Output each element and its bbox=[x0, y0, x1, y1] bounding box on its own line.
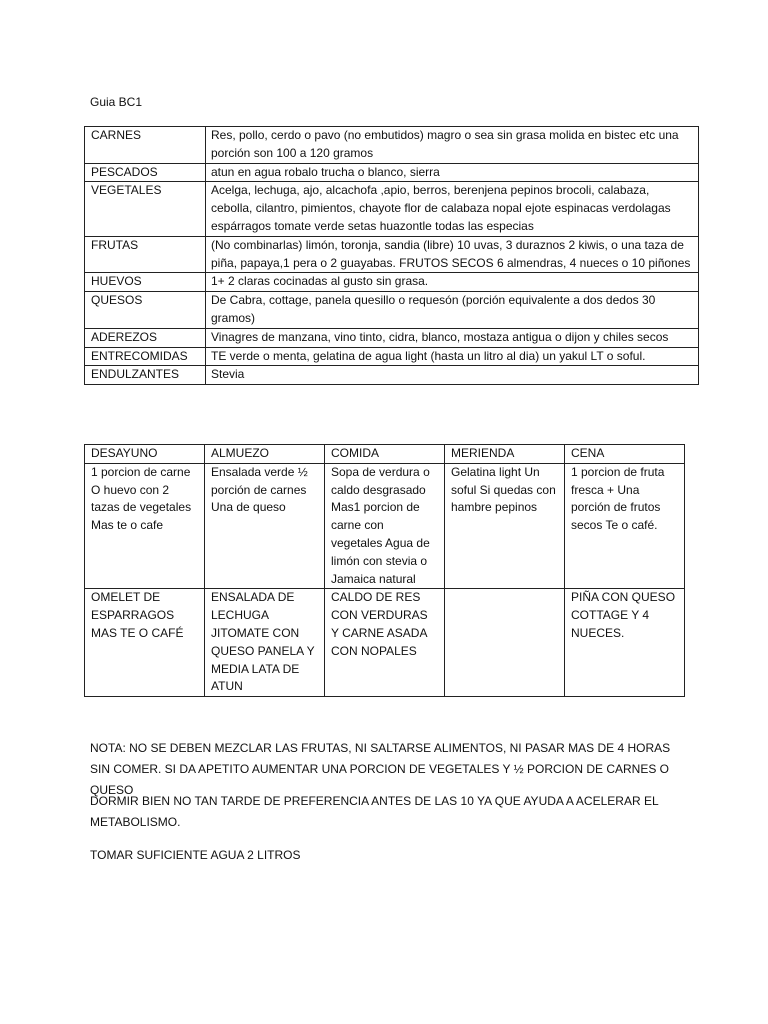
meal-guide-cell: 1 porcion de carne O huevo con 2 tazas de vegetales Mas te o cafe bbox=[85, 463, 205, 589]
document-title: Guia BC1 bbox=[90, 95, 143, 109]
category-value: Acelga, lechuga, ajo, alcachofa ,apio, berros, berenjena pepinos brocoli, calabaza, cebolla, cilantro, pimientos, chayote flor de calabaza nopal ejote espinacas verdolagas espárragos tomate verde setas huazontle todas las especias bbox=[206, 182, 699, 236]
meal-example-cell: PIÑA CON QUESO COTTAGE Y 4 NUECES. bbox=[565, 589, 685, 697]
meal-header: DESAYUNO bbox=[85, 445, 205, 464]
category-value: Res, pollo, cerdo o pavo (no embutidos) magro o sea sin grasa molida en bistec etc una porción son 100 a 120 gramos bbox=[206, 127, 699, 164]
table-row bbox=[85, 163, 699, 182]
category-value: Vinagres de manzana, vino tinto, cidra, blanco, mostaza antigua o dijon y chiles secos bbox=[206, 328, 699, 347]
meal-guide-cell: Gelatina light Un soful Si quedas con hambre pepinos bbox=[445, 463, 565, 589]
category-name: HUEVOS bbox=[85, 273, 206, 292]
table-row bbox=[85, 366, 699, 385]
meal-header: ALMUEZO bbox=[205, 445, 325, 464]
category-value: (No combinarlas) limón, toronja, sandia (libre) 10 uvas, 3 duraznos 2 kiwis, o una taza de piña, papaya,1 pera o 2 guayabas. FRUTOS SECOS 6 almendras, 4 nueces o 10 piñones bbox=[206, 236, 699, 273]
meal-example-cell bbox=[445, 589, 565, 697]
category-name: ADEREZOS bbox=[85, 328, 206, 347]
food-category-table bbox=[84, 126, 699, 385]
category-name: ENDULZANTES bbox=[85, 366, 206, 385]
category-name: QUESOS bbox=[85, 292, 206, 329]
meal-guide-cell: 1 porcion de fruta fresca + Una porción de frutos secos Te o café. bbox=[565, 463, 685, 589]
meal-example-cell: OMELET DE ESPARRAGOS MAS TE O CAFÉ bbox=[85, 589, 205, 697]
table-row bbox=[85, 347, 699, 366]
category-name: PESCADOS bbox=[85, 163, 206, 182]
meal-example-cell: CALDO DE RES CON VERDURAS Y CARNE ASADA CON NOPALES bbox=[325, 589, 445, 697]
category-name: ENTRECOMIDAS bbox=[85, 347, 206, 366]
meal-header: MERIENDA bbox=[445, 445, 565, 464]
table-row bbox=[85, 463, 685, 589]
table-row bbox=[85, 589, 685, 697]
table-row bbox=[85, 292, 699, 329]
note-paragraph: NOTA: NO SE DEBEN MEZCLAR LAS FRUTAS, NI SALTARSE ALIMENTOS, NI PASAR MAS DE 4 HORAS SIN COMER. SI DA APETITO AUMENTAR UNA PORCION DE VEGETALES Y ½ PORCION DE CARNES O QUESO bbox=[90, 741, 671, 797]
category-name: FRUTAS bbox=[85, 236, 206, 273]
category-value: TE verde o menta, gelatina de agua light (hasta un litro al dia) un yakul LT o soful. bbox=[206, 347, 699, 366]
category-value: 1+ 2 claras cocinadas al gusto sin grasa. bbox=[206, 273, 699, 292]
table-row bbox=[85, 127, 699, 164]
table-row bbox=[85, 328, 699, 347]
category-name: CARNES bbox=[85, 127, 206, 164]
sleep-paragraph: DORMIR BIEN NO TAN TARDE DE PREFERENCIA ANTES DE LAS 10 YA QUE AYUDA A ACELERAR EL METABOLISMO. bbox=[90, 794, 659, 829]
category-value: atun en agua robalo trucha o blanco, sierra bbox=[206, 163, 699, 182]
table-header-row bbox=[85, 445, 685, 464]
meal-plan-table bbox=[84, 444, 685, 697]
table-row bbox=[85, 273, 699, 292]
meal-guide-cell: Sopa de verdura o caldo desgrasado Mas1 porcion de carne con vegetales Agua de limón con stevia o Jamaica natural bbox=[325, 463, 445, 589]
table-row bbox=[85, 182, 699, 236]
category-name: VEGETALES bbox=[85, 182, 206, 236]
meal-guide-cell: Ensalada verde ½ porción de carnes Una de queso bbox=[205, 463, 325, 589]
meal-header: CENA bbox=[565, 445, 685, 464]
category-value: Stevia bbox=[206, 366, 699, 385]
meal-header: COMIDA bbox=[325, 445, 445, 464]
table-row bbox=[85, 236, 699, 273]
meal-example-cell: ENSALADA DE LECHUGA JITOMATE CON QUESO PANELA Y MEDIA LATA DE ATUN bbox=[205, 589, 325, 697]
water-paragraph: TOMAR SUFICIENTE AGUA 2 LITROS bbox=[90, 848, 301, 862]
category-value: De Cabra, cottage, panela quesillo o requesón (porción equivalente a dos dedos 30 gramos) bbox=[206, 292, 699, 329]
